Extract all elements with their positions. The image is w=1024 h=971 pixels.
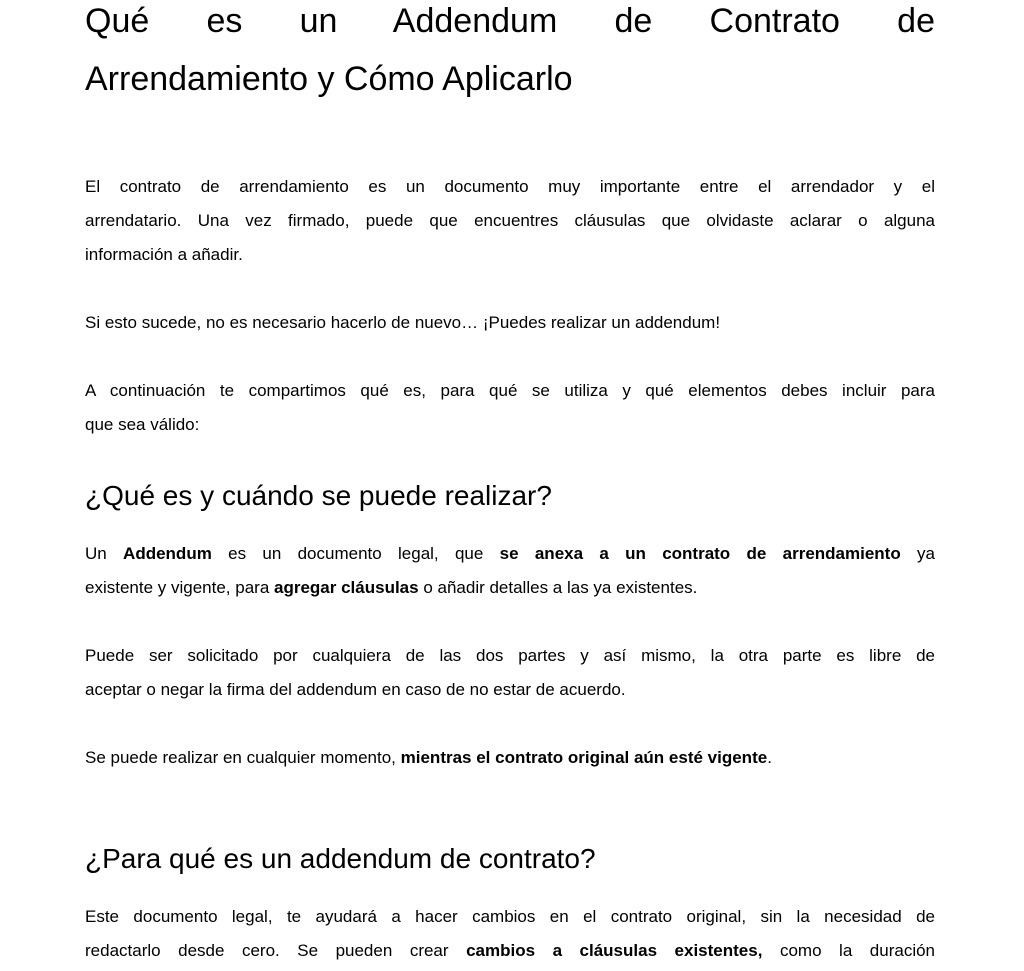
- paragraph-line: A continuación te compartimos qué es, para qué se utiliza y qué elementos debes incluir para: [85, 381, 935, 400]
- bold-text-run: cambios a cláusulas existentes,: [466, 941, 763, 960]
- text-run: como la duración: [762, 941, 936, 960]
- section-heading-para-que: ¿Para qué es un addendum de contrato?: [85, 843, 596, 874]
- text-run: existente y vigente, para: [85, 578, 275, 597]
- text-run: o añadir detalles a las ya existentes.: [418, 578, 698, 597]
- text-run: redactarlo desde cero. Se pueden crear: [85, 941, 467, 960]
- paragraph-line: arrendatario. Una vez firmado, puede que encuentres cláusulas que olvidaste aclarar o alguna: [85, 211, 935, 230]
- text-run: ya: [900, 544, 935, 563]
- bold-text-run: se anexa a un contrato de arrendamiento: [499, 544, 901, 563]
- bold-text-run: mientras el contrato original aún esté vigente: [400, 748, 768, 767]
- paragraph-line: información a añadir.: [85, 245, 243, 264]
- paragraph-line: aceptar o negar la firma del addendum en caso de no estar de acuerdo.: [85, 680, 626, 699]
- text-run: Se puede realizar en cualquier momento,: [85, 748, 401, 767]
- paragraph-line: Este documento legal, te ayudará a hacer cambios en el contrato original, sin la necesidad de: [85, 907, 935, 926]
- section1-paragraph-1: [85, 537, 935, 605]
- paragraph-line: [85, 571, 935, 605]
- section2-paragraph-1: [85, 900, 935, 968]
- intro-paragraph-3: [85, 374, 935, 442]
- bold-text-run: Addendum: [123, 544, 212, 563]
- paragraph-line: que sea válido:: [85, 415, 200, 434]
- section1-paragraph-3: [85, 741, 935, 775]
- paragraph-line: [85, 537, 935, 571]
- paragraph-line: Puede ser solicitado por cualquiera de las dos partes y así mismo, la otra parte es libre de: [85, 646, 935, 665]
- intro-paragraph-1: [85, 170, 935, 272]
- paragraph-line: Si esto sucede, no es necesario hacerlo de nuevo… ¡Puedes realizar un addendum!: [85, 313, 721, 332]
- section1-paragraph-2: [85, 639, 935, 707]
- document-title: [85, 0, 935, 108]
- document-title-line-1: Qué es un Addendum de Contrato de: [85, 2, 935, 40]
- intro-paragraph-2: [85, 306, 935, 340]
- text-run: Un: [85, 544, 124, 563]
- paragraph-line: [85, 934, 935, 968]
- text-run: es un documento legal, que: [211, 544, 500, 563]
- paragraph-line: El contrato de arrendamiento es un documento muy importante entre el arrendador y el: [85, 177, 935, 196]
- bold-text-run: agregar cláusulas: [274, 578, 419, 597]
- document-title-line-2: Arrendamiento y Cómo Aplicarlo: [85, 60, 573, 98]
- article-body: [85, 0, 935, 968]
- section-heading-que-es: ¿Qué es y cuándo se puede realizar?: [85, 480, 552, 511]
- text-run: .: [767, 748, 772, 767]
- paragraph-line: [85, 741, 935, 775]
